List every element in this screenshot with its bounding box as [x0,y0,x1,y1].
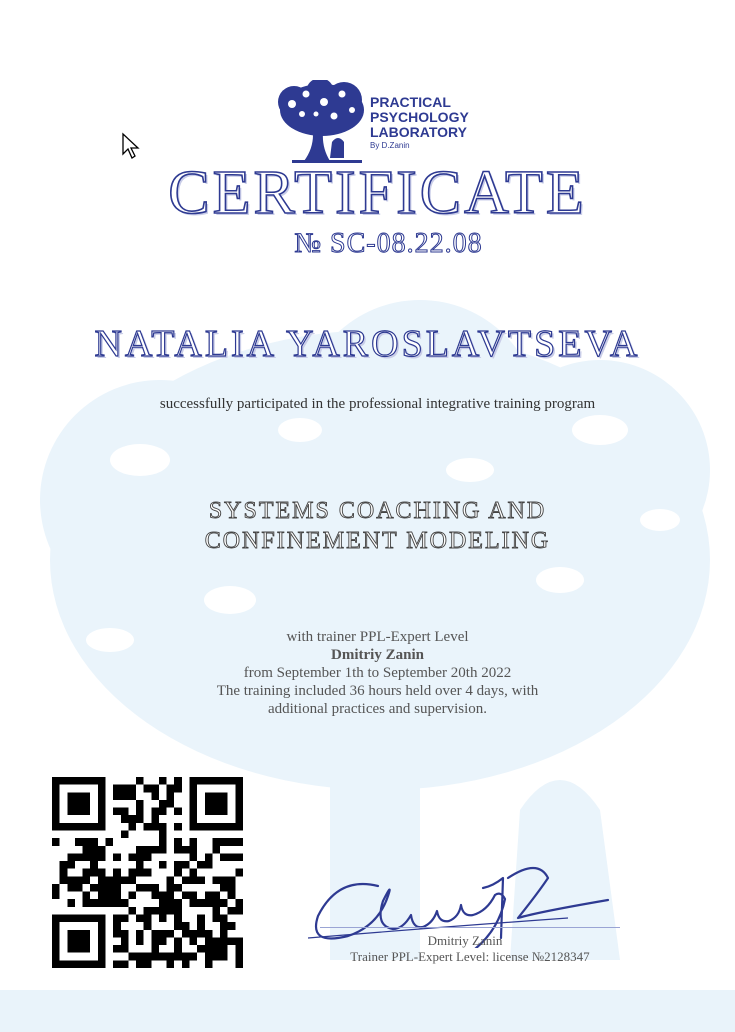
signer-name: Dmitriy Zanin [427,933,503,948]
brand-line-1: PRACTICAL [370,94,451,110]
training-details [0,628,735,718]
training-hours-line-2: additional practices and supervision. [267,701,488,717]
bottom-band [0,990,735,1032]
participation-text: successfully participated in the professional integrative training program [159,396,596,412]
program-title [0,496,735,556]
signer-license: Trainer PPL-Expert Level: license №2128347 [350,949,590,964]
program-title-line-1: SYSTEMS COACHING AND [208,498,547,524]
logo-tree-icon [272,80,372,166]
mouse-cursor-icon [121,132,141,160]
trainer-name: Dmitriy Zanin [331,647,424,663]
brand-byline: By D.Zanin [370,141,410,150]
program-title-line-2: CONFINEMENT MODELING [204,528,551,554]
brand-line-3: LABORATORY [370,124,467,140]
recipient-name: NATALIA YAROSLAVTSEVA [94,323,641,365]
training-hours-line-1: The training included 36 hours held over 4 days, with [216,683,539,699]
certificate-number: № SC-08.22.08 [294,228,483,259]
signature-line [320,927,620,928]
training-dates: from September 1th to September 20th 2022 [243,665,512,681]
trainer-intro: with trainer PPL-Expert Level [286,629,469,645]
brand-name [370,95,469,151]
brand-line-2: PSYCHOLOGY [370,109,469,125]
certificate-title: CERTIFICATE [168,159,587,227]
